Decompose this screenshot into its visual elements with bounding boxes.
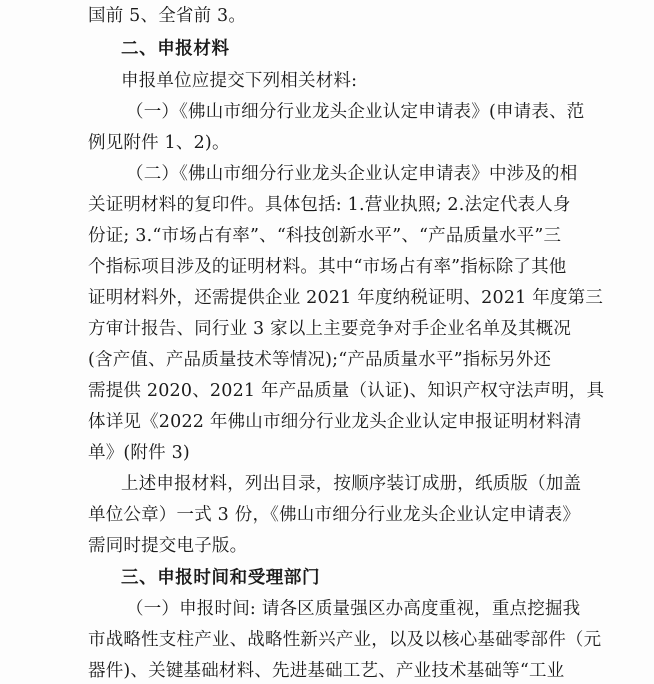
text-line: （一）《佛山市细分行业龙头企业认定申请表》(申请表、范 xyxy=(126,102,585,122)
text-line: (含产值、产品质量技术等情况);“产品质量水平”指标另外还 xyxy=(88,350,552,370)
text-line: 需提供 2020、2021 年产品质量（认证)、知识产权守法声明，具 xyxy=(88,381,605,401)
text-line: 单》(附件 3) xyxy=(88,443,190,463)
text-line: 个指标项目涉及的证明材料。其中“市场占有率”指标除了其他 xyxy=(88,257,567,277)
text-line: 上述申报材料，列出目录，按顺序装订成册，纸质版（加盖 xyxy=(121,474,582,494)
text-line: 单位公章）一式 3 份，《佛山市细分行业龙头企业认定申请表》 xyxy=(88,505,581,525)
text-line: 证明材料外，还需提供企业 2021 年度纳税证明、2021 年度第三 xyxy=(88,288,604,308)
text-line: 方审计报告、同行业 3 家以上主要竞争对手企业名单及其概况 xyxy=(88,319,572,339)
text-line: 份证; 3.“市场占有率”、“科技创新水平”、“产品质量水平”三 xyxy=(88,226,562,246)
text-line: 需同时提交电子版。 xyxy=(88,536,248,556)
section-heading-time-and-department: 三、申报时间和受理部门 xyxy=(121,568,321,588)
text-line: （一）申报时间: 请各区质量强区办高度重视，重点挖掘我 xyxy=(126,599,581,619)
text-line: 关证明材料的复印件。具体包括: 1.营业执照; 2.法定代表人身 xyxy=(88,195,571,215)
text-line: （二）《佛山市细分行业龙头企业认定申请表》中涉及的相 xyxy=(126,164,578,184)
text-line: 申报单位应提交下列相关材料: xyxy=(121,71,358,91)
text-line: 市战略性支柱产业、战略性新兴产业，以及以核心基础零部件（元 xyxy=(88,630,602,650)
text-line: 体详见《2022 年佛山市细分行业龙头企业认定申报证明材料清 xyxy=(88,412,582,432)
section-heading-materials: 二、申报材料 xyxy=(121,39,230,59)
text-line: 器件)、关键基础材料、先进基础工艺、产业技术基础等“工业 xyxy=(88,661,565,681)
text-line: 国前 5、全省前 3。 xyxy=(88,6,247,26)
text-line: 例见附件 1、2)。 xyxy=(88,133,230,153)
